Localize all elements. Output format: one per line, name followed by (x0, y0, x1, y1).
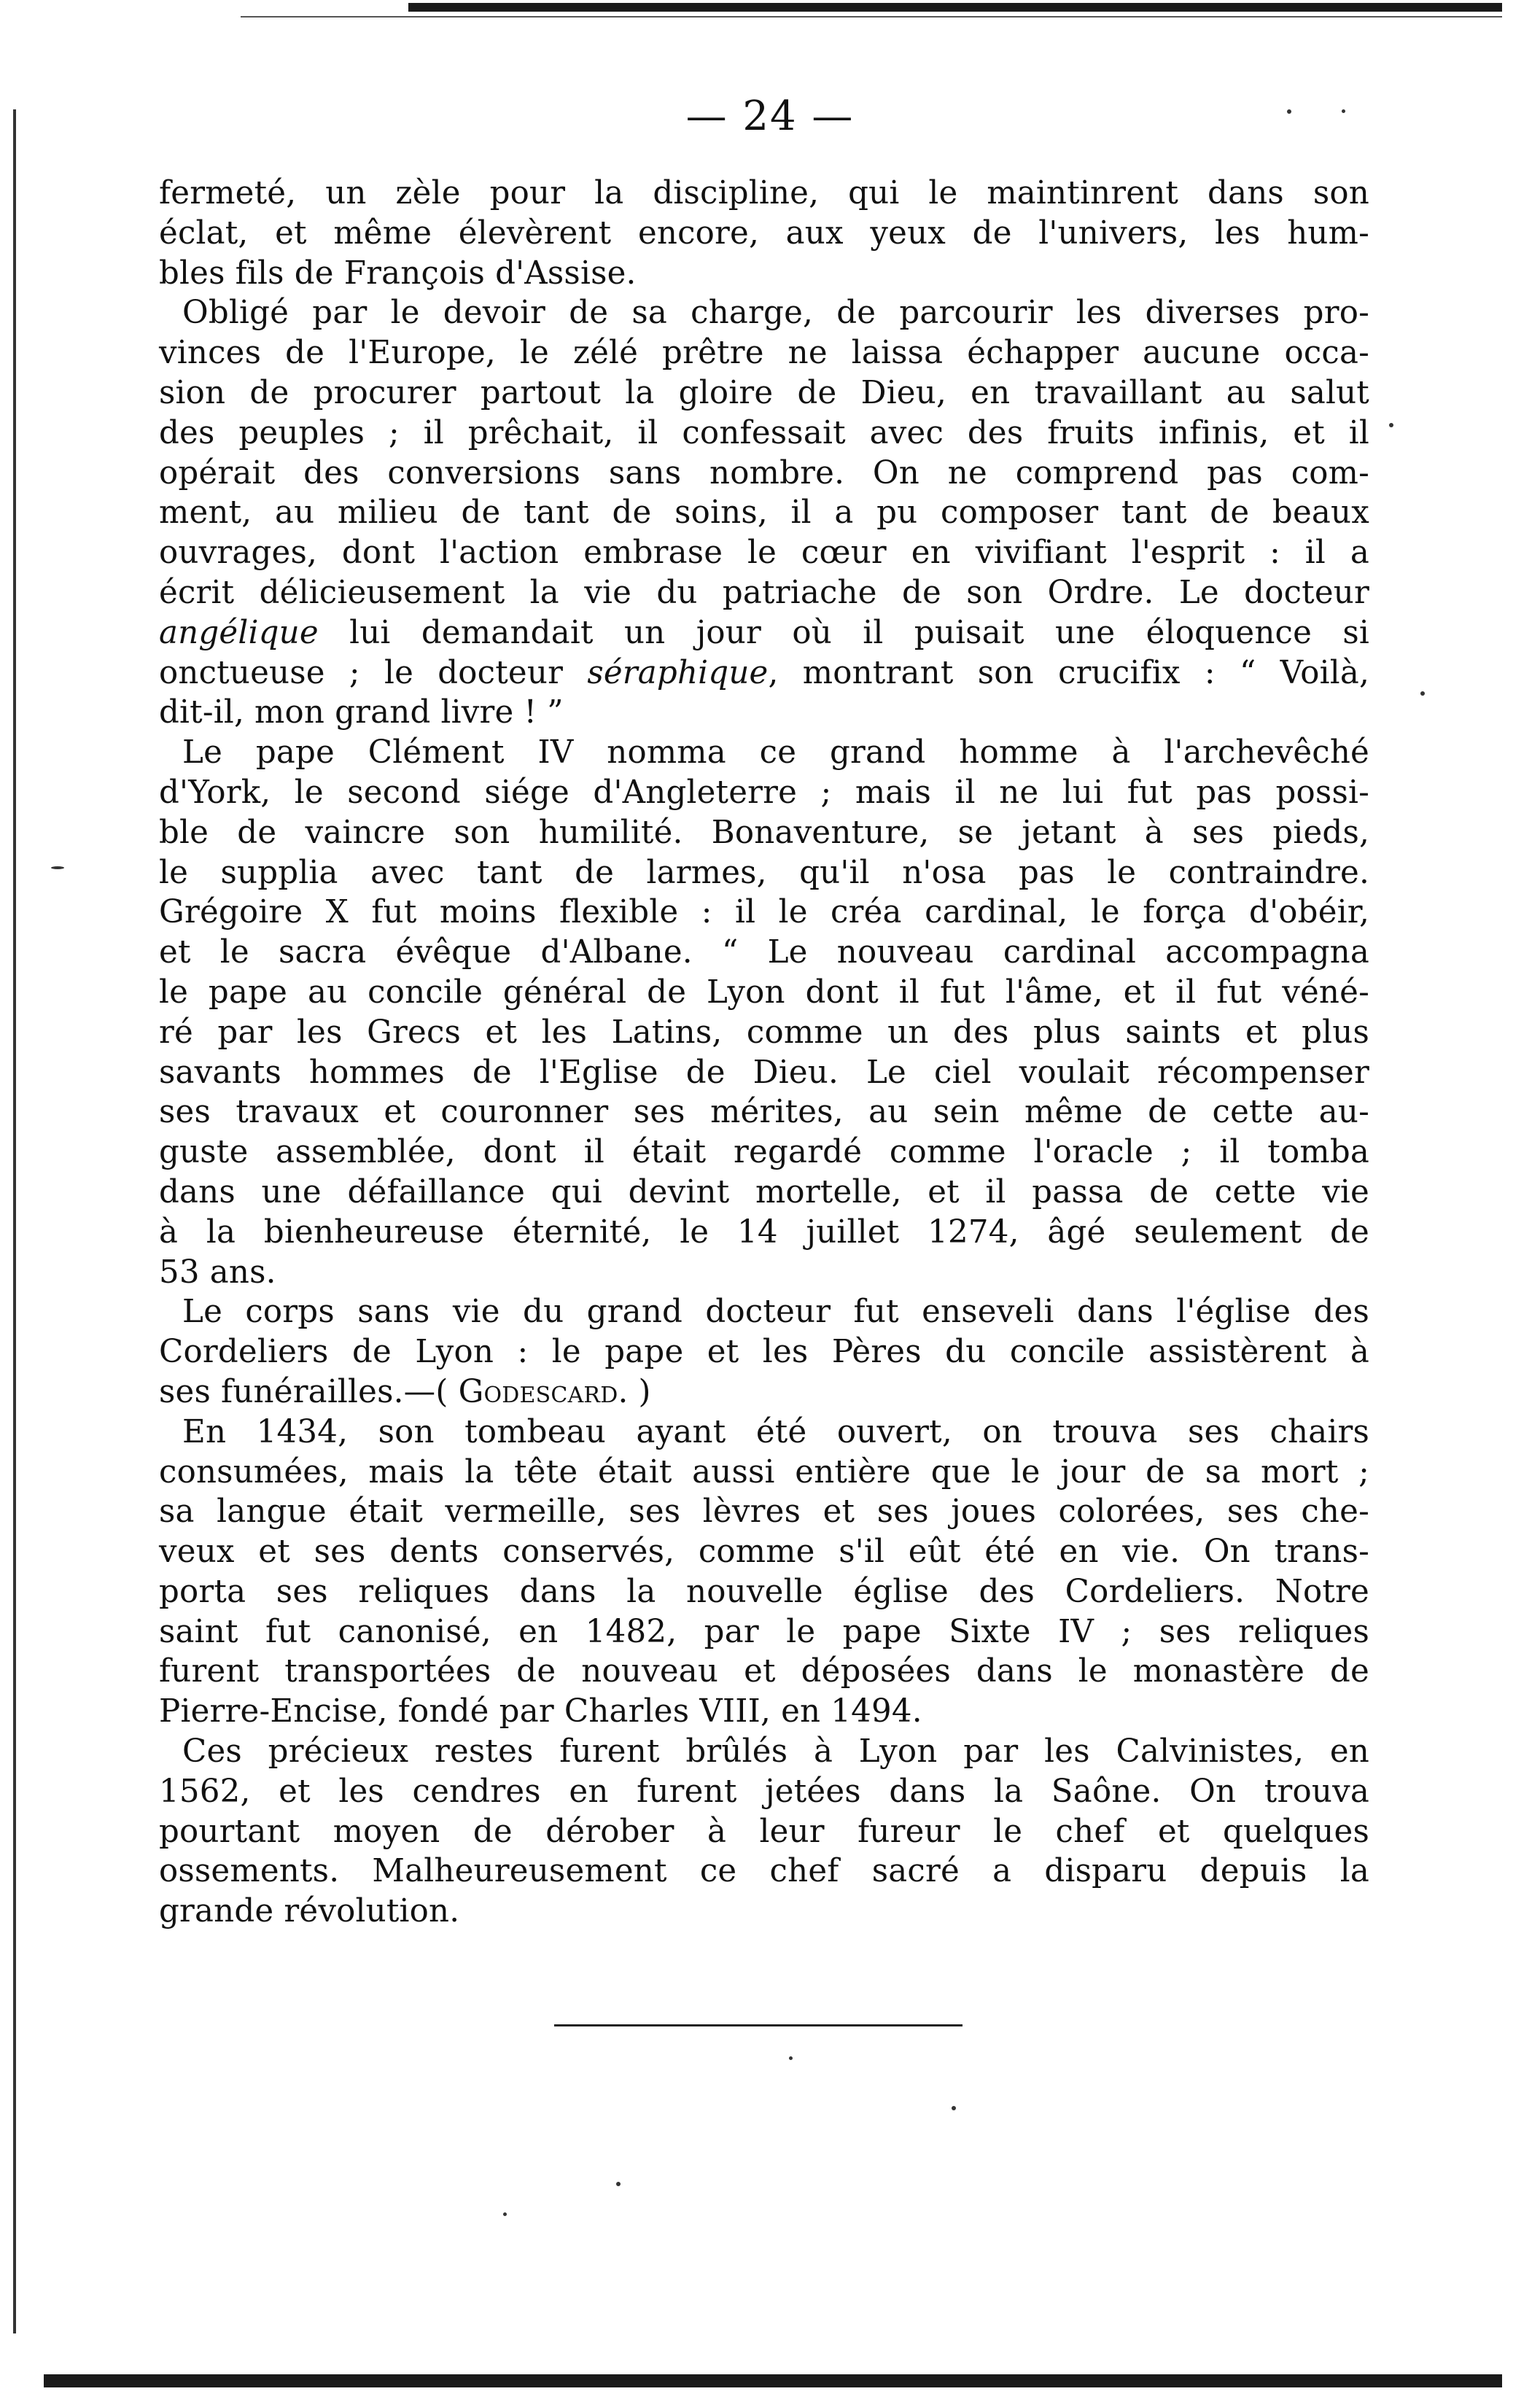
text-line: éclat, et même élevèrent encore, aux yeux de l'univers, les hum- (159, 214, 1369, 252)
text-line: à la bienheureuse éternité, le 14 juillet 1274, âgé seulement de (159, 1213, 1369, 1251)
paragraph-2 (159, 293, 1369, 733)
text-line: ble de vaincre son humilité. Bonaventure, se jetant à ses pieds, (159, 814, 1369, 851)
text-line: ouvrages, dont l'action embrase le cœur en vivifiant l'esprit : il a (159, 535, 1369, 572)
paragraph-3 (159, 733, 1369, 1292)
paragraph-1 (159, 174, 1369, 293)
top-scan-border (408, 3, 1502, 12)
text-line: sa langue était vermeille, ses lèvres et ses joues colorées, ses che- (159, 1493, 1369, 1531)
text-line: pourtant moyen de dérober à leur fureur le chef et quelques (159, 1813, 1369, 1850)
scan-speck (51, 866, 64, 869)
text-line: furent transportées de nouveau et déposées dans le monastère de (159, 1653, 1369, 1690)
text-line: fermeté, un zèle pour la discipline, qui le maintinrent dans son (159, 175, 1369, 211)
text-line: grande révolution. (159, 1893, 460, 1930)
text-run: ) (628, 1373, 651, 1410)
text-line: porta ses reliques dans la nouvelle église des Cordeliers. Notre (159, 1573, 1369, 1610)
end-divider (554, 2024, 962, 2026)
text-line: 53 ans. (159, 1254, 276, 1291)
text-line: Ces précieux restes furent brûlés à Lyon par les Calvinistes, en (182, 1733, 1369, 1771)
paragraph-4 (159, 1292, 1369, 1412)
text-line: ses travaux et couronner ses mérites, au sein même de cette au- (159, 1094, 1369, 1131)
text-run: , montrant son crucifix : “ Voilà, (768, 654, 1369, 691)
page-body (159, 174, 1369, 1932)
scan-speck (503, 2212, 507, 2216)
paragraph-6 (159, 1732, 1369, 1932)
text-line: veux et ses dents conservés, comme s'il eût été en vie. On trans- (159, 1534, 1369, 1571)
italic-term: séraphique (587, 654, 769, 691)
text-line: ment, au milieu de tant de soins, il a pu composer tant de beaux (159, 494, 1369, 532)
text-line: Grégoire X fut moins flexible : il le créa cardinal, le força d'obéir, (159, 894, 1369, 931)
text-line: et le sacra évêque d'Albane. “ Le nouveau cardinal accompagna (159, 934, 1369, 971)
text-line: des peuples ; il prêchait, il confessait avec des fruits infinis, et il (159, 414, 1369, 451)
scan-speck (1420, 691, 1425, 696)
scan-speck (1342, 109, 1345, 113)
text-line: Cordeliers de Lyon : le pape et les Pères du concile assistèrent à (159, 1334, 1369, 1371)
paragraph-5 (159, 1412, 1369, 1732)
text-line: Le pape Clément IV nomma ce grand homme à l'archevêché (182, 734, 1369, 772)
text-line: saint fut canonisé, en 1482, par le pape Sixte IV ; ses reliques (159, 1613, 1369, 1650)
text-line: dit-il, mon grand livre ! ” (159, 694, 564, 731)
text-line: consumées, mais la tête était aussi entière que le jour de sa mort ; (159, 1453, 1369, 1491)
text-line: 1562, et les cendres en furent jetées dans la Saône. On trouva (159, 1773, 1369, 1810)
text-line: d'York, le second siége d'Angleterre ; mais il ne lui fut pas possi- (159, 774, 1369, 811)
text-line: savants hommes de l'Eglise de Dieu. Le ciel voulait récompenser (159, 1054, 1369, 1091)
text-line: dans une défaillance qui devint mortelle, et il passa de cette vie (159, 1173, 1369, 1210)
text-line: opérait des conversions sans nombre. On ne comprend pas com- (159, 454, 1369, 491)
text-line: En 1434, son tombeau ayant été ouvert, on trouva ses chairs (182, 1413, 1369, 1450)
scan-speck (789, 2056, 793, 2060)
text-line: guste assemblée, dont il était regardé comme l'oracle ; il tomba (159, 1134, 1369, 1171)
left-scan-edge (13, 109, 16, 2333)
text-line: ossements. Malheureusement ce chef sacré a disparu depuis la (159, 1853, 1369, 1890)
text-line: écrit délicieusement la vie du patriache de son Ordre. Le docteur (159, 574, 1369, 611)
scan-speck (1287, 109, 1291, 114)
text-line: bles fils de François d'Assise. (159, 254, 637, 292)
source-citation: Godescard. (458, 1373, 629, 1410)
bottom-scan-border (44, 2374, 1502, 2387)
text-line (159, 653, 1369, 693)
text-run: lui demandait un jour où il puisait une éloquence si (318, 614, 1369, 651)
text-line: le supplia avec tant de larmes, qu'il n'osa pas le contraindre. (159, 854, 1369, 891)
italic-term: angélique (159, 614, 319, 651)
text-line: Pierre-Encise, fondé par Charles VIII, en 1494. (159, 1693, 922, 1730)
top-scan-line (241, 16, 1502, 18)
text-run: ses funérailles.—( (159, 1373, 459, 1410)
text-line: le pape au concile général de Lyon dont il fut l'âme, et il fut véné- (159, 973, 1369, 1011)
text-line: sion de procurer partout la gloire de Dieu, en travaillant au salut (159, 374, 1369, 411)
text-line: Le corps sans vie du grand docteur fut enseveli dans l'église des (182, 1294, 1369, 1331)
text-line (159, 1372, 1369, 1412)
text-line: ré par les Grecs et les Latins, comme un des plus saints et plus (159, 1014, 1369, 1051)
scan-speck (616, 2182, 621, 2186)
text-line: vinces de l'Europe, le zélé prêtre ne laissa échapper aucune occa- (159, 335, 1369, 372)
text-line (159, 613, 1369, 653)
scan-speck (952, 2106, 956, 2110)
scan-speck (1389, 423, 1393, 427)
text-line: Obligé par le devoir de sa charge, de parcourir les diverses pro- (182, 295, 1369, 332)
page-number: — 24 — (685, 93, 855, 140)
text-run: onctueuse ; le docteur (159, 654, 588, 691)
